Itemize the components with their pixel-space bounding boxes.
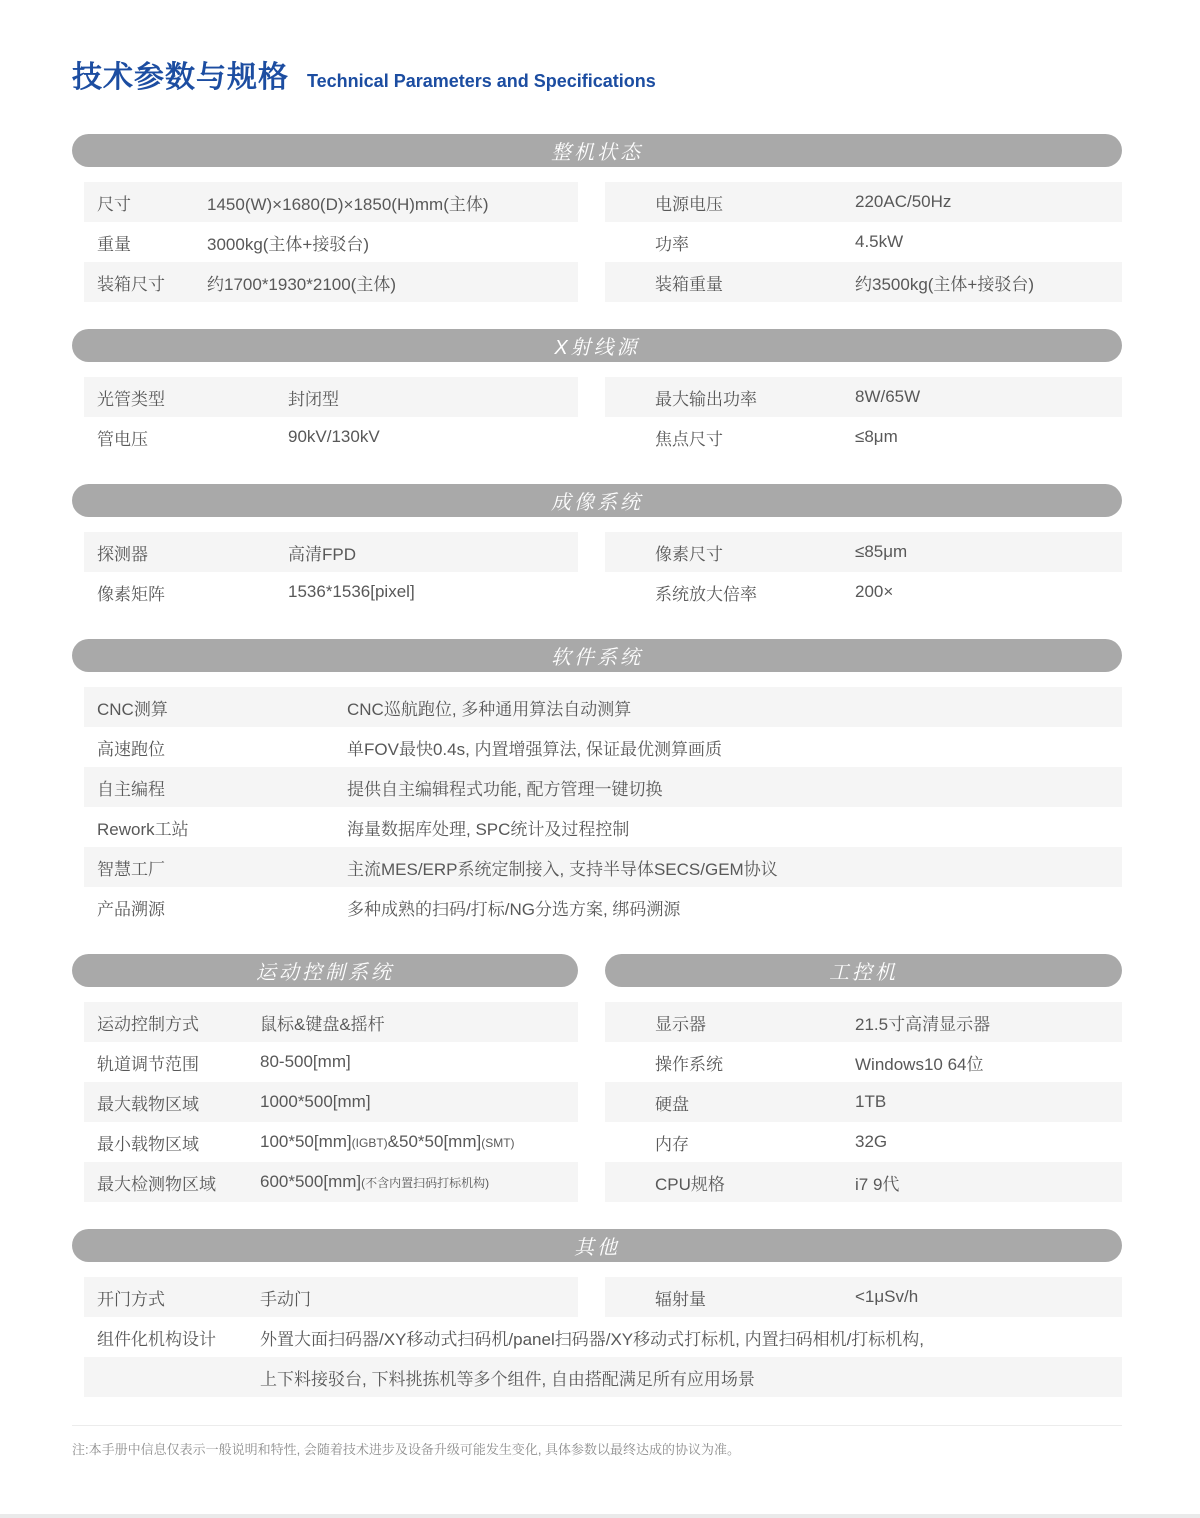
section-header-ipc — [605, 954, 1122, 987]
ipc-column — [605, 954, 1122, 1202]
spec-value: ≤85μm — [855, 542, 908, 561]
spec-row — [605, 1082, 1122, 1122]
spec-value: <1μSv/h — [855, 1287, 919, 1306]
xray-columns — [72, 377, 1122, 457]
spec-row — [605, 572, 1122, 612]
spec-value: 80-500[mm] — [260, 1052, 351, 1071]
xray-left-rows — [84, 377, 578, 457]
section-overall — [72, 134, 1122, 302]
xray-right-rows — [605, 377, 1122, 457]
spec-value: CNC巡航跑位, 多种通用算法自动测算 — [347, 699, 632, 719]
spec-row — [84, 1317, 1122, 1357]
spec-label: 产品溯源 — [97, 899, 165, 919]
value-part: &50*50[mm] — [387, 1132, 482, 1151]
spec-row — [605, 1162, 1122, 1202]
spec-row — [84, 1042, 578, 1082]
spec-row — [84, 767, 1122, 807]
spec-row — [84, 532, 578, 572]
spec-row — [84, 1002, 578, 1042]
spec-label: 重量 — [97, 234, 131, 254]
spec-row — [605, 1277, 1122, 1317]
spec-row — [605, 377, 1122, 417]
overall-columns — [72, 182, 1122, 302]
other-row-pair — [84, 1277, 1122, 1317]
spec-label: 装箱尺寸 — [97, 274, 165, 294]
section-title: 成像系统 — [551, 492, 643, 514]
spec-value: 21.5寸高清显示器 — [855, 1014, 991, 1034]
spec-value: 1536*1536[pixel] — [288, 582, 415, 601]
spec-label: 内存 — [655, 1134, 689, 1154]
spec-label: 最大检测物区域 — [97, 1174, 216, 1194]
overall-left-rows — [84, 182, 578, 302]
spec-value: 提供自主编辑程式功能, 配方管理一键切换 — [347, 779, 663, 799]
other-rows — [72, 1277, 1122, 1397]
section-header-imaging — [72, 484, 1122, 517]
spec-row — [84, 1122, 578, 1162]
value-part: 600*500[mm] — [260, 1172, 362, 1191]
spec-label: 尺寸 — [97, 194, 131, 214]
software-rows — [84, 687, 1122, 927]
section-imaging — [72, 484, 1122, 612]
spec-value: 220AC/50Hz — [855, 192, 952, 211]
page-title-en: Technical Parameters and Specifications — [307, 71, 656, 91]
spec-label: 最大输出功率 — [655, 389, 757, 409]
spec-value: 高清FPD — [288, 544, 356, 564]
spec-value: 1000*500[mm] — [260, 1092, 371, 1111]
spec-row — [605, 1122, 1122, 1162]
page-bottom-edge — [0, 1514, 1200, 1518]
spec-label: 像素矩阵 — [97, 584, 165, 604]
imaging-right-rows — [605, 532, 1122, 612]
spec-label: 运动控制方式 — [97, 1014, 199, 1034]
spec-value: 32G — [855, 1132, 888, 1151]
spec-value: 约1700*1930*2100(主体) — [207, 274, 397, 294]
spec-label: CNC测算 — [97, 699, 168, 719]
section-other — [72, 1229, 1122, 1397]
spec-row — [605, 1042, 1122, 1082]
section-xray — [72, 329, 1122, 457]
spec-value: 90kV/130kV — [288, 427, 380, 446]
spec-row — [84, 182, 578, 222]
spec-value: Windows10 64位 — [855, 1054, 984, 1074]
spec-row — [84, 687, 1122, 727]
spec-value: ≤8μm — [855, 427, 898, 446]
spec-value: 单FOV最快0.4s, 内置增强算法, 保证最优测算画质 — [347, 739, 722, 759]
spec-value — [260, 1132, 515, 1152]
spec-value: 4.5kW — [855, 232, 904, 251]
section-header-other — [72, 1229, 1122, 1262]
motion-rows — [84, 1002, 578, 1202]
spec-value: 手动门 — [260, 1289, 311, 1309]
spec-label: 显示器 — [655, 1014, 706, 1034]
spec-row — [84, 1357, 1122, 1397]
spec-label: 自主编程 — [97, 779, 165, 799]
other-full-rows — [84, 1317, 1122, 1397]
section-header-overall — [72, 134, 1122, 167]
section-title: X射线源 — [554, 337, 640, 359]
section-title: 运动控制系统 — [256, 962, 394, 984]
other-right-cell — [605, 1277, 1122, 1317]
spec-row — [84, 1277, 578, 1317]
spec-label: 操作系统 — [655, 1054, 723, 1074]
spec-value: 上下料接驳台, 下料挑拣机等多个组件, 自由搭配满足所有应用场景 — [260, 1369, 755, 1389]
spec-row — [605, 417, 1122, 457]
spec-value — [260, 1172, 489, 1192]
spec-label: 轨道调节范围 — [97, 1054, 199, 1074]
spec-label: 硬盘 — [655, 1094, 689, 1114]
spec-row — [605, 1002, 1122, 1042]
spec-value: 1450(W)×1680(D)×1850(H)mm(主体) — [207, 194, 489, 214]
spec-label: 探测器 — [97, 544, 148, 564]
spec-row — [84, 807, 1122, 847]
section-title: 工控机 — [829, 962, 898, 984]
spec-value: 多种成熟的扫码/打标/NG分选方案, 绑码溯源 — [347, 899, 681, 919]
spec-row — [605, 222, 1122, 262]
spec-row — [84, 572, 578, 612]
spec-row — [84, 1162, 578, 1202]
imaging-columns — [72, 532, 1122, 612]
spec-label: 最大载物区域 — [97, 1094, 199, 1114]
value-note: (IGBT) — [351, 1136, 388, 1150]
spec-label: 系统放大倍率 — [655, 584, 757, 604]
spec-label: 功率 — [655, 234, 689, 254]
spec-value: 海量数据库处理, SPC统计及过程控制 — [347, 819, 630, 839]
imaging-left-rows — [84, 532, 578, 612]
page-title — [72, 52, 1122, 96]
motion-column — [72, 954, 578, 1202]
spec-label: 像素尺寸 — [655, 544, 723, 564]
spec-row — [84, 887, 1122, 927]
spec-row — [605, 532, 1122, 572]
spec-label: 组件化机构设计 — [97, 1329, 216, 1349]
spec-value: 1TB — [855, 1092, 887, 1111]
spec-row — [84, 377, 578, 417]
spec-label: 最小载物区域 — [97, 1134, 199, 1154]
value-part: 100*50[mm] — [260, 1132, 352, 1151]
spec-row — [84, 262, 578, 302]
spec-value: i7 9代 — [855, 1174, 900, 1194]
spec-row — [605, 182, 1122, 222]
spec-row — [84, 727, 1122, 767]
spec-row — [84, 847, 1122, 887]
section-software — [72, 639, 1122, 927]
value-note: (不含内置扫码打标机构) — [361, 1176, 490, 1190]
overall-right-rows — [605, 182, 1122, 302]
section-title: 其他 — [574, 1237, 620, 1259]
spec-label: 辐射量 — [655, 1289, 706, 1309]
footnote-divider — [72, 1425, 1122, 1458]
spec-label: Rework工站 — [97, 819, 189, 839]
spec-value: 约3500kg(主体+接驳台) — [855, 274, 1035, 294]
section-title: 软件系统 — [551, 647, 643, 669]
footnote-text: 注:本手册中信息仅表示一般说明和特性, 会随着技术进步及设备升级可能发生变化, 具体参数以最终达成的协议为准。 — [72, 1442, 741, 1457]
spec-label: 管电压 — [97, 429, 148, 449]
spec-value: 外置大面扫码器/XY移动式扫码机/panel扫码器/XY移动式打标机, 内置扫码相机/打标机构, — [260, 1329, 925, 1349]
ipc-rows — [605, 1002, 1122, 1202]
section-header-software — [72, 639, 1122, 672]
spec-label: 光管类型 — [97, 389, 165, 409]
spec-row — [84, 1082, 578, 1122]
spec-label: 焦点尺寸 — [655, 429, 723, 449]
spec-label: 装箱重量 — [655, 274, 723, 294]
spec-label: 开门方式 — [97, 1289, 165, 1309]
spec-value: 封闭型 — [288, 389, 339, 409]
page-title-zh: 技术参数与规格 — [72, 61, 289, 94]
spec-value: 200× — [855, 582, 894, 601]
section-title: 整机状态 — [551, 142, 643, 164]
spec-label: 高速跑位 — [97, 739, 165, 759]
section-motion-ipc — [72, 954, 1122, 1202]
spec-label: 电源电压 — [655, 194, 723, 214]
spec-value: 主流MES/ERP系统定制接入, 支持半导体SECS/GEM协议 — [347, 859, 778, 879]
spec-row — [84, 222, 578, 262]
spec-label: CPU规格 — [655, 1174, 725, 1194]
section-header-motion — [72, 954, 578, 987]
spec-value: 鼠标&键盘&摇杆 — [260, 1014, 385, 1034]
spec-row — [84, 417, 578, 457]
spec-label: 智慧工厂 — [97, 859, 165, 879]
section-header-xray — [72, 329, 1122, 362]
spec-value: 3000kg(主体+接驳台) — [207, 234, 370, 254]
spec-row — [605, 262, 1122, 302]
value-note: (SMT) — [481, 1136, 515, 1150]
spec-value: 8W/65W — [855, 387, 921, 406]
